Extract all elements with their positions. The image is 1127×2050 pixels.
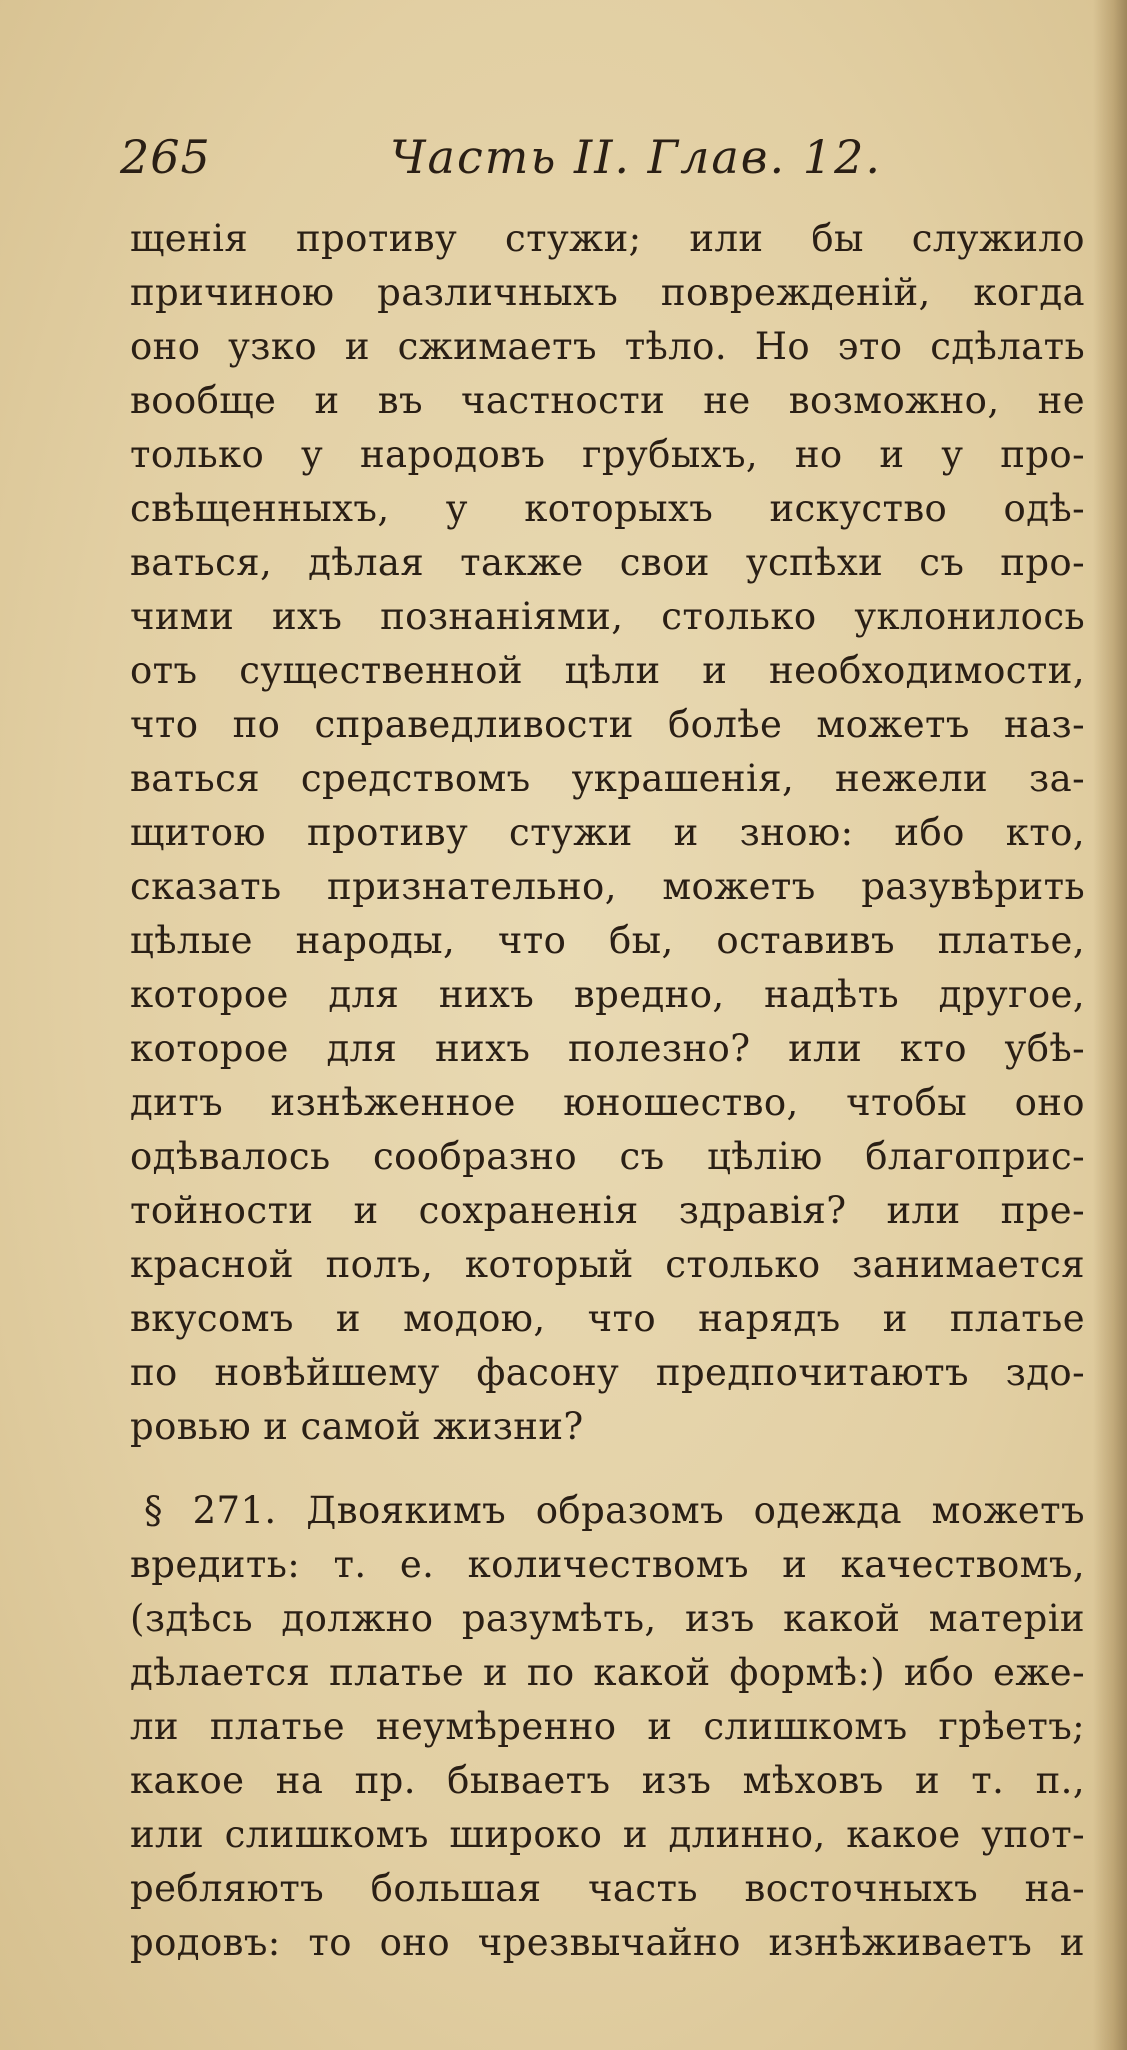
text-line: щенія противу стужи; или бы служило [130,217,1085,260]
body-text [130,212,1085,1970]
text-line: чими ихъ познаніями, столько уклонилось [130,595,1085,638]
text-line: тойности и сохраненія здравія? или пре- [130,1189,1085,1232]
text-line: § 271. Двоякимъ образомъ одежда можетъ [144,1489,1085,1532]
text-line: ваться средствомъ украшенія, нежели за- [130,757,1085,800]
text-line: вкусомъ и модою, что нарядъ и платье [130,1297,1085,1340]
text-line: сказать признательно, можетъ разувѣрить [130,865,1085,908]
text-line: вредить: т. е. количествомъ и качествомъ, [130,1543,1085,1586]
text-line: красной полъ, который столько занимается [130,1243,1085,1286]
text-line: оно узко и сжимаетъ тѣло. Но это сдѣлать [130,325,1085,368]
text-line: ваться, дѣлая также свои успѣхи съ про- [130,541,1085,584]
text-line: щитою противу стужи и зною: ибо кто, [130,811,1085,854]
running-head: Часть II. Глав. 12. [390,130,882,184]
text-line: которое для нихъ вредно, надѣть другое, [130,973,1085,1016]
text-line: цѣлые народы, что бы, оставивъ платье, [130,919,1085,962]
page-edge-shadow [1093,0,1127,2050]
page-header [120,130,980,200]
text-line: что по справедливости болѣе можетъ наз- [130,703,1085,746]
text-line: свѣщенныхъ, у которыхъ искуство одѣ- [130,487,1085,530]
text-line: причиною различныхъ поврежденій, когда [130,271,1085,314]
text-line: дитъ изнѣженное юношество, чтобы оно [130,1081,1085,1124]
text-line: одѣвалось сообразно съ цѣлію благоприс- [130,1135,1085,1178]
text-line: дѣлается платье и по какой формѣ:) ибо еже- [130,1651,1085,1694]
paragraph-continued [130,212,1085,1454]
text-line: ровью и самой жизни? [130,1405,584,1448]
text-line: ребляютъ большая часть восточныхъ на- [130,1867,1085,1910]
text-line: ли платье неумѣренно и слишкомъ грѣетъ; [130,1705,1085,1748]
text-line: отъ существенной цѣли и необходимости, [130,649,1085,692]
paragraph-gap [130,1454,1085,1484]
paragraph-section-271 [130,1484,1085,1970]
text-line: вообще и въ частности не возможно, не [130,379,1085,422]
text-line: только у народовъ грубыхъ, но и у про- [130,433,1085,476]
page-number: 265 [120,130,211,184]
text-line: (здѣсь должно разумѣть, изъ какой матеріи [130,1597,1085,1640]
text-line: какое на пр. бываетъ изъ мѣховъ и т. п., [130,1759,1085,1802]
text-line: которое для нихъ полезно? или кто убѣ- [130,1027,1085,1070]
text-line: родовъ: то оно чрезвычайно изнѣживаетъ и [130,1921,1085,1964]
text-line: или слишкомъ широко и длинно, какое упот- [130,1813,1085,1856]
text-line: по новѣйшему фасону предпочитаютъ здо- [130,1351,1085,1394]
